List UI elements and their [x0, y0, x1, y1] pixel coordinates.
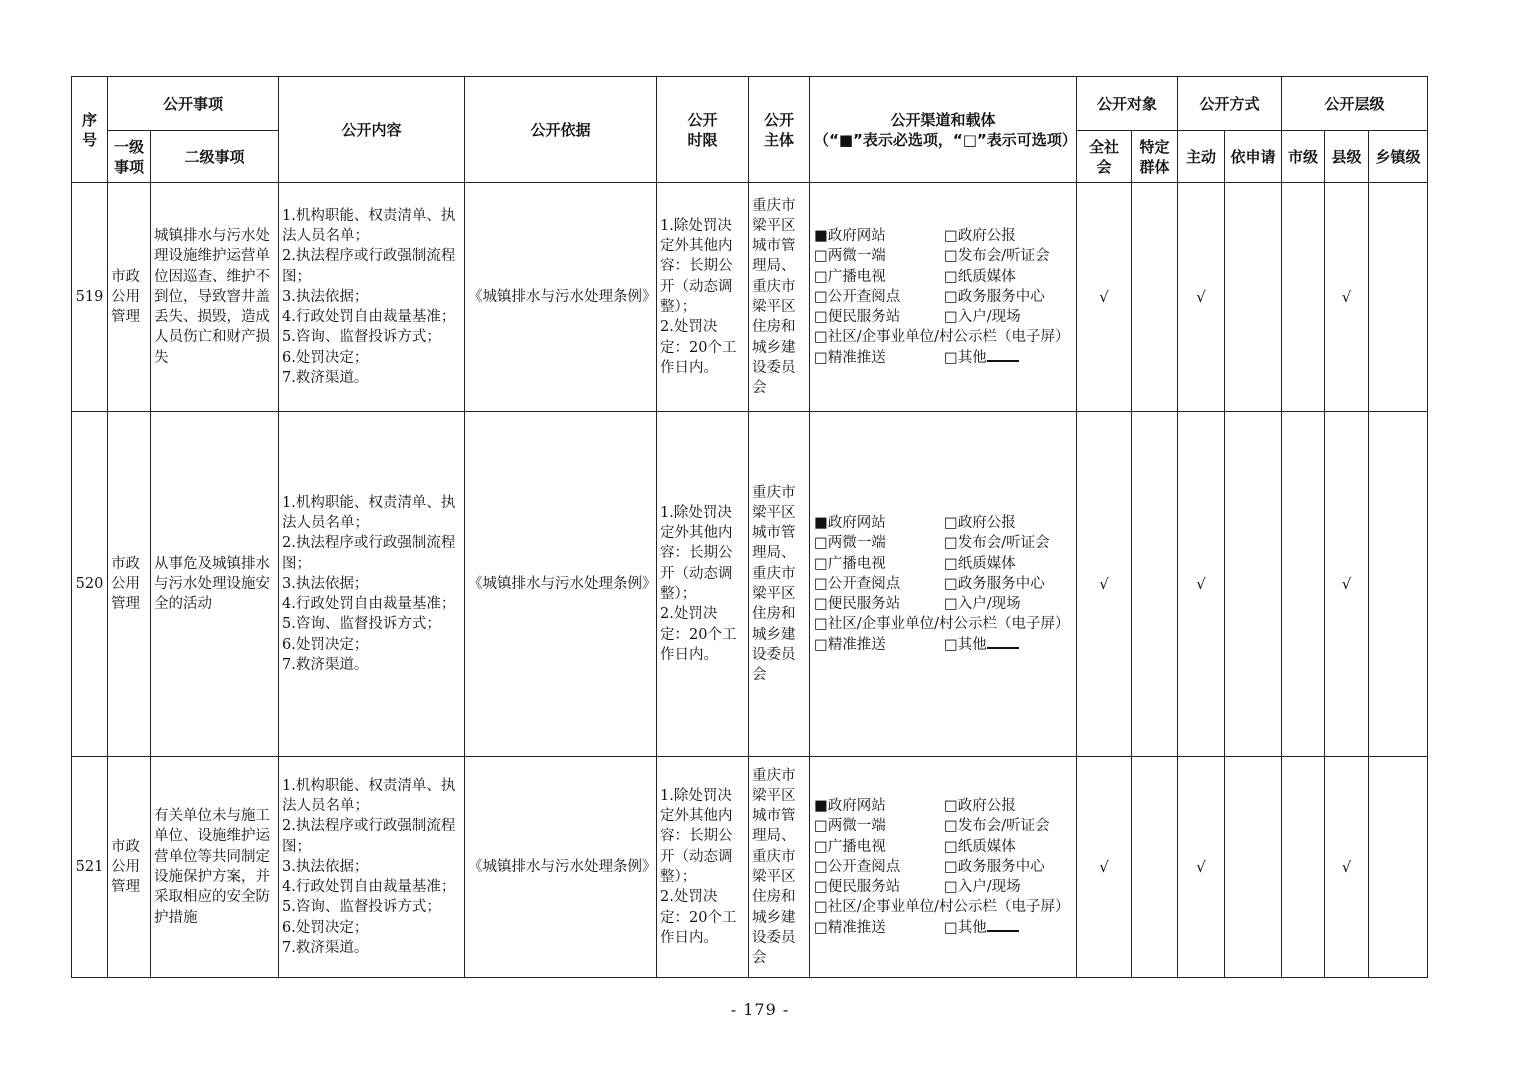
row-all-society: √: [1077, 412, 1132, 757]
table-row: [72, 183, 1428, 412]
content-line: 1.机构职能、权责清单、执法人员名单；: [282, 777, 456, 814]
channel-option: □两微一端: [814, 248, 886, 265]
header-channel-note: （“■”表示必选项，“□”表示可选项）: [814, 130, 1077, 149]
header-level: 公开层级: [1282, 77, 1428, 131]
channel-option: □广播电视: [814, 555, 886, 572]
channel-option: □入户/现场: [944, 879, 1021, 896]
channel-option: □公开查阅点: [814, 575, 901, 592]
channel-option: □精准推送: [814, 919, 886, 936]
content-line: 7.救济渠道。: [282, 657, 369, 674]
time-limit-line: 1.除处罚决定外其他内容：长期公开（动态调整）；: [660, 787, 733, 885]
channel-option: □两微一端: [814, 535, 886, 552]
channel-option: □入户/现场: [944, 596, 1021, 613]
row-content: [279, 412, 465, 757]
row-level2: 从事危及城镇排水与污水处理设施安全的活动: [151, 412, 279, 757]
row-time-limit: [657, 183, 749, 412]
row-seq: 521: [72, 757, 108, 978]
header-town: 乡镇级: [1369, 131, 1428, 183]
header-row-1: [72, 77, 1428, 131]
row-town: [1369, 412, 1428, 757]
disclosure-table: [71, 76, 1428, 978]
channel-option: ■政府网站: [814, 227, 886, 244]
row-specific-group: [1132, 412, 1178, 757]
row-specific-group: [1132, 757, 1178, 978]
row-basis: 《城镇排水与污水处理条例》: [465, 757, 657, 978]
channel-option: □纸质媒体: [944, 838, 1016, 855]
channel-option: □公开查阅点: [814, 858, 901, 875]
row-level1: 市政公用管理: [108, 757, 151, 978]
row-all-society: √: [1077, 757, 1132, 978]
row-active: √: [1178, 757, 1225, 978]
channel-option: □社区/企事业单位/村公示栏（电子屏）: [814, 899, 1070, 916]
row-basis: 《城镇排水与污水处理条例》: [465, 183, 657, 412]
row-subject: 重庆市梁平区城市管理局、重庆市梁平区住房和城乡建设委员会: [749, 183, 810, 412]
header-content: 公开内容: [279, 77, 465, 183]
content-line: 6.处罚决定；: [282, 919, 369, 936]
header-audience: 公开对象: [1077, 77, 1178, 131]
row-content: [279, 183, 465, 412]
row-level2: 城镇排水与污水处理设施维护运营单位因巡查、维护不到位，导致窨井盖丢失、损毁，造成人员伤亡和财产损失: [151, 183, 279, 412]
channel-option: □社区/企事业单位/村公示栏（电子屏）: [814, 329, 1070, 346]
time-limit-line: 2.处罚决定：20个工作日内。: [660, 319, 737, 376]
content-line: 4.行政处罚自由裁量基准；: [282, 309, 456, 326]
row-level1: 市政公用管理: [108, 412, 151, 757]
row-channels: [810, 757, 1077, 978]
channel-option: □纸质媒体: [944, 555, 1016, 572]
row-city: [1282, 183, 1325, 412]
channel-option: □纸质媒体: [944, 268, 1016, 285]
header-level1: 一级事项: [108, 131, 151, 183]
time-limit-line: 2.处罚决定：20个工作日内。: [660, 606, 737, 663]
row-on-request: [1225, 757, 1282, 978]
row-all-society: √: [1077, 183, 1132, 412]
table-row: [72, 412, 1428, 757]
content-line: 6.处罚决定；: [282, 636, 369, 653]
header-on-request: 依申请: [1225, 131, 1282, 183]
table-row: [72, 757, 1428, 978]
row-specific-group: [1132, 183, 1178, 412]
channel-option: □社区/企事业单位/村公示栏（电子屏）: [814, 616, 1070, 633]
channel-option: □发布会/听证会: [944, 818, 1050, 835]
header-channel-title: 公开渠道和载体: [890, 110, 996, 129]
row-time-limit: [657, 757, 749, 978]
header-method: 公开方式: [1178, 77, 1282, 131]
channel-option: ■政府网站: [814, 797, 886, 814]
channel-option: □其他: [944, 349, 987, 366]
header-item: 公开事项: [108, 77, 279, 131]
time-limit-line: 1.除处罚决定外其他内容：长期公开（动态调整）；: [660, 217, 733, 315]
content-line: 4.行政处罚自由裁量基准；: [282, 596, 456, 613]
header-city: 市级: [1282, 131, 1325, 183]
row-on-request: [1225, 412, 1282, 757]
row-town: [1369, 183, 1428, 412]
row-county: √: [1325, 757, 1369, 978]
header-basis: 公开依据: [465, 77, 657, 183]
channel-option: □便民服务站: [814, 596, 901, 613]
channel-option: □精准推送: [814, 349, 886, 366]
time-limit-line: 1.除处罚决定外其他内容：长期公开（动态调整）；: [660, 504, 733, 602]
header-county: 县级: [1325, 131, 1369, 183]
content-line: 7.救济渠道。: [282, 940, 369, 957]
channel-option: □政务服务中心: [944, 288, 1045, 305]
row-level2: 有关单位未与施工单位、设施维护运营单位等共同制定设施保护方案，并采取相应的安全防护措施: [151, 757, 279, 978]
row-county: √: [1325, 183, 1369, 412]
content-line: 1.机构职能、权责清单、执法人员名单；: [282, 494, 456, 531]
content-line: 5.咨询、监督投诉方式；: [282, 899, 441, 916]
content-line: 4.行政处罚自由裁量基准；: [282, 879, 456, 896]
channel-option: □政府公报: [944, 227, 1016, 244]
header-time-limit: 公开时限: [657, 77, 749, 183]
row-level1: 市政公用管理: [108, 183, 151, 412]
channel-option: □发布会/听证会: [944, 248, 1050, 265]
row-seq: 520: [72, 412, 108, 757]
row-content: [279, 757, 465, 978]
header-subject: 公开主体: [749, 77, 810, 183]
row-basis: 《城镇排水与污水处理条例》: [465, 412, 657, 757]
row-town: [1369, 757, 1428, 978]
row-active: √: [1178, 183, 1225, 412]
channel-option: □政府公报: [944, 797, 1016, 814]
channel-option: ■政府网站: [814, 514, 886, 531]
channel-option: □精准推送: [814, 636, 886, 653]
channel-option: □政务服务中心: [944, 575, 1045, 592]
row-subject: 重庆市梁平区城市管理局、重庆市梁平区住房和城乡建设委员会: [749, 757, 810, 978]
content-line: 2.执法程序或行政强制流程图；: [282, 535, 456, 572]
other-blank-line: [987, 635, 1019, 649]
header-all-society: 全社会: [1077, 131, 1132, 183]
channel-option: □便民服务站: [814, 309, 901, 326]
header-level2: 二级事项: [151, 131, 279, 183]
row-county: √: [1325, 412, 1369, 757]
content-line: 7.救济渠道。: [282, 370, 369, 387]
row-city: [1282, 412, 1325, 757]
header-seq: 序号: [72, 77, 108, 183]
row-active: √: [1178, 412, 1225, 757]
row-seq: 519: [72, 183, 108, 412]
channel-option: □广播电视: [814, 838, 886, 855]
channel-option: □便民服务站: [814, 879, 901, 896]
content-line: 5.咨询、监督投诉方式；: [282, 329, 441, 346]
channel-option: □政府公报: [944, 514, 1016, 531]
header-active: 主动: [1178, 131, 1225, 183]
channel-option: □入户/现场: [944, 309, 1021, 326]
row-channels: [810, 183, 1077, 412]
channel-option: □两微一端: [814, 818, 886, 835]
content-line: 3.执法依据；: [282, 858, 369, 875]
row-time-limit: [657, 412, 749, 757]
header-channel: [810, 77, 1077, 183]
row-city: [1282, 757, 1325, 978]
row-channels: [810, 412, 1077, 757]
channel-option: □公开查阅点: [814, 288, 901, 305]
channel-option: □其他: [944, 636, 987, 653]
channel-option: □政务服务中心: [944, 858, 1045, 875]
row-subject: 重庆市梁平区城市管理局、重庆市梁平区住房和城乡建设委员会: [749, 412, 810, 757]
channel-option: □广播电视: [814, 268, 886, 285]
other-blank-line: [987, 348, 1019, 362]
header-specific-group: 特定群体: [1132, 131, 1178, 183]
content-line: 2.执法程序或行政强制流程图；: [282, 248, 456, 285]
content-line: 2.执法程序或行政强制流程图；: [282, 818, 456, 855]
page-number: - 179 -: [730, 1000, 790, 1019]
time-limit-line: 2.处罚决定：20个工作日内。: [660, 889, 737, 946]
other-blank-line: [987, 918, 1019, 932]
channel-option: □发布会/听证会: [944, 535, 1050, 552]
content-line: 3.执法依据；: [282, 288, 369, 305]
content-line: 5.咨询、监督投诉方式；: [282, 616, 441, 633]
row-on-request: [1225, 183, 1282, 412]
channel-option: □其他: [944, 919, 987, 936]
content-line: 3.执法依据；: [282, 575, 369, 592]
content-line: 1.机构职能、权责清单、执法人员名单；: [282, 207, 456, 244]
content-line: 6.处罚决定；: [282, 349, 369, 366]
